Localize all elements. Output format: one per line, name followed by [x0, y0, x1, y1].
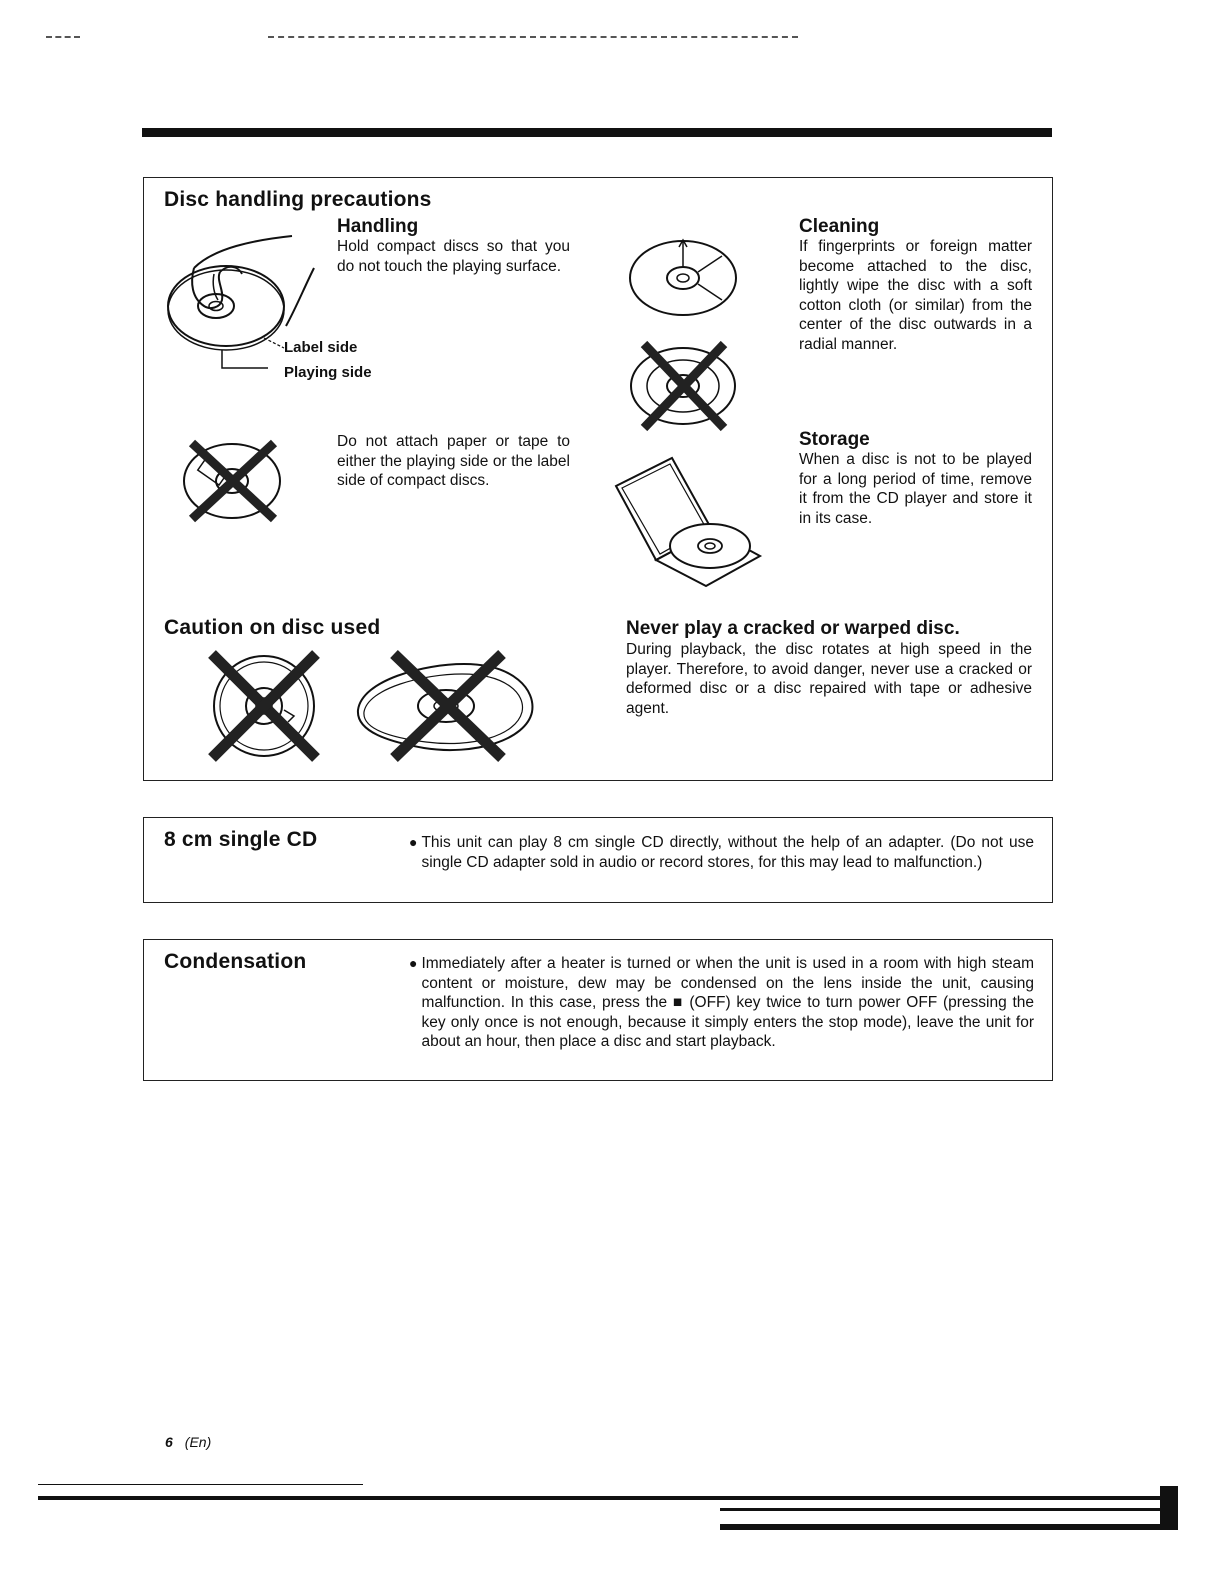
hand-holding-disc-illustration [164, 228, 304, 378]
never-play-title: Never play a cracked or warped disc. [626, 618, 960, 639]
bullet-icon: ● [409, 834, 418, 850]
scan-artifact-footer-mark [1160, 1486, 1178, 1530]
label-side-label: Label side [284, 339, 358, 356]
single-cd-text: This unit can play 8 cm single CD directly, without the help of an adapter. (Do not use single CD adapter sold in audio or record stores, for this may lead to malfunction.) [421, 834, 1034, 871]
never-play-text: During playback, the disc rotates at high speed in the player. Therefore, to avoid danger, never use a cracked or deformed disc or a disc repaired with tape or adhesive agent. [626, 641, 1032, 717]
bullet-icon: ● [409, 955, 418, 971]
scan-artifact-footer-thin [38, 1484, 363, 1485]
cracked-disc-crossed-out-icon [204, 650, 324, 762]
caution-title: Caution on disc used [164, 616, 381, 639]
cleaning-title: Cleaning [799, 216, 880, 237]
playing-side-label: Playing side [284, 364, 372, 381]
radial-cleaning-disc-icon [628, 236, 738, 316]
condensation-box [143, 939, 1053, 1081]
storage-title: Storage [799, 429, 870, 450]
scan-artifact-footer-bar-right [720, 1508, 1178, 1511]
scan-artifact-dash-left [46, 36, 80, 38]
disc-handling-title: Disc handling precautions [164, 188, 432, 211]
cd-case-storage-illustration [610, 456, 770, 591]
disc-handling-box [143, 177, 1053, 781]
handling-title: Handling [337, 216, 419, 237]
single-cd-item [409, 833, 1034, 872]
cleaning-text: If fingerprints or foreign matter become attached to the disc, lightly wipe the disc with a soft cotton cloth (or similar) from the center of the disc outwards in a radial manner. [799, 238, 1032, 353]
scan-artifact-dash-right [268, 36, 798, 38]
condensation-text: Immediately after a heater is turned or when the unit is used in a room with high steam content or moisture, dew may be condensed on the lens inside the unit, causing malfunction. In this case, press the ■ (OFF) key twice to turn power OFF (pressing the key only once is not enough, because it simply enters the stop mode), leave the unit for about an hour, then place a disc and start playback. [421, 955, 1034, 1051]
page-number [165, 1434, 211, 1450]
page-language: (En) [184, 1434, 212, 1450]
condensation-title: Condensation [164, 950, 307, 973]
taped-disc-crossed-out-icon [182, 441, 282, 521]
header-rule [142, 128, 1052, 137]
circular-wipe-crossed-out-icon [628, 340, 738, 430]
scan-artifact-footer-bar [38, 1496, 1178, 1500]
single-cd-title: 8 cm single CD [164, 828, 318, 851]
single-cd-box [143, 817, 1053, 903]
page-number-value: 6 [165, 1434, 173, 1450]
condensation-item [409, 954, 1034, 1052]
storage-text: When a disc is not to be played for a long period of time, remove it from the CD player and store it in its case. [799, 451, 1032, 527]
scan-artifact-footer-bar-right-2 [720, 1524, 1178, 1530]
warped-disc-crossed-out-icon [354, 650, 538, 762]
no-tape-text: Do not attach paper or tape to either the playing side or the label side of compact discs. [337, 433, 570, 490]
handling-text: Hold compact discs so that you do not touch the playing surface. [337, 238, 570, 275]
